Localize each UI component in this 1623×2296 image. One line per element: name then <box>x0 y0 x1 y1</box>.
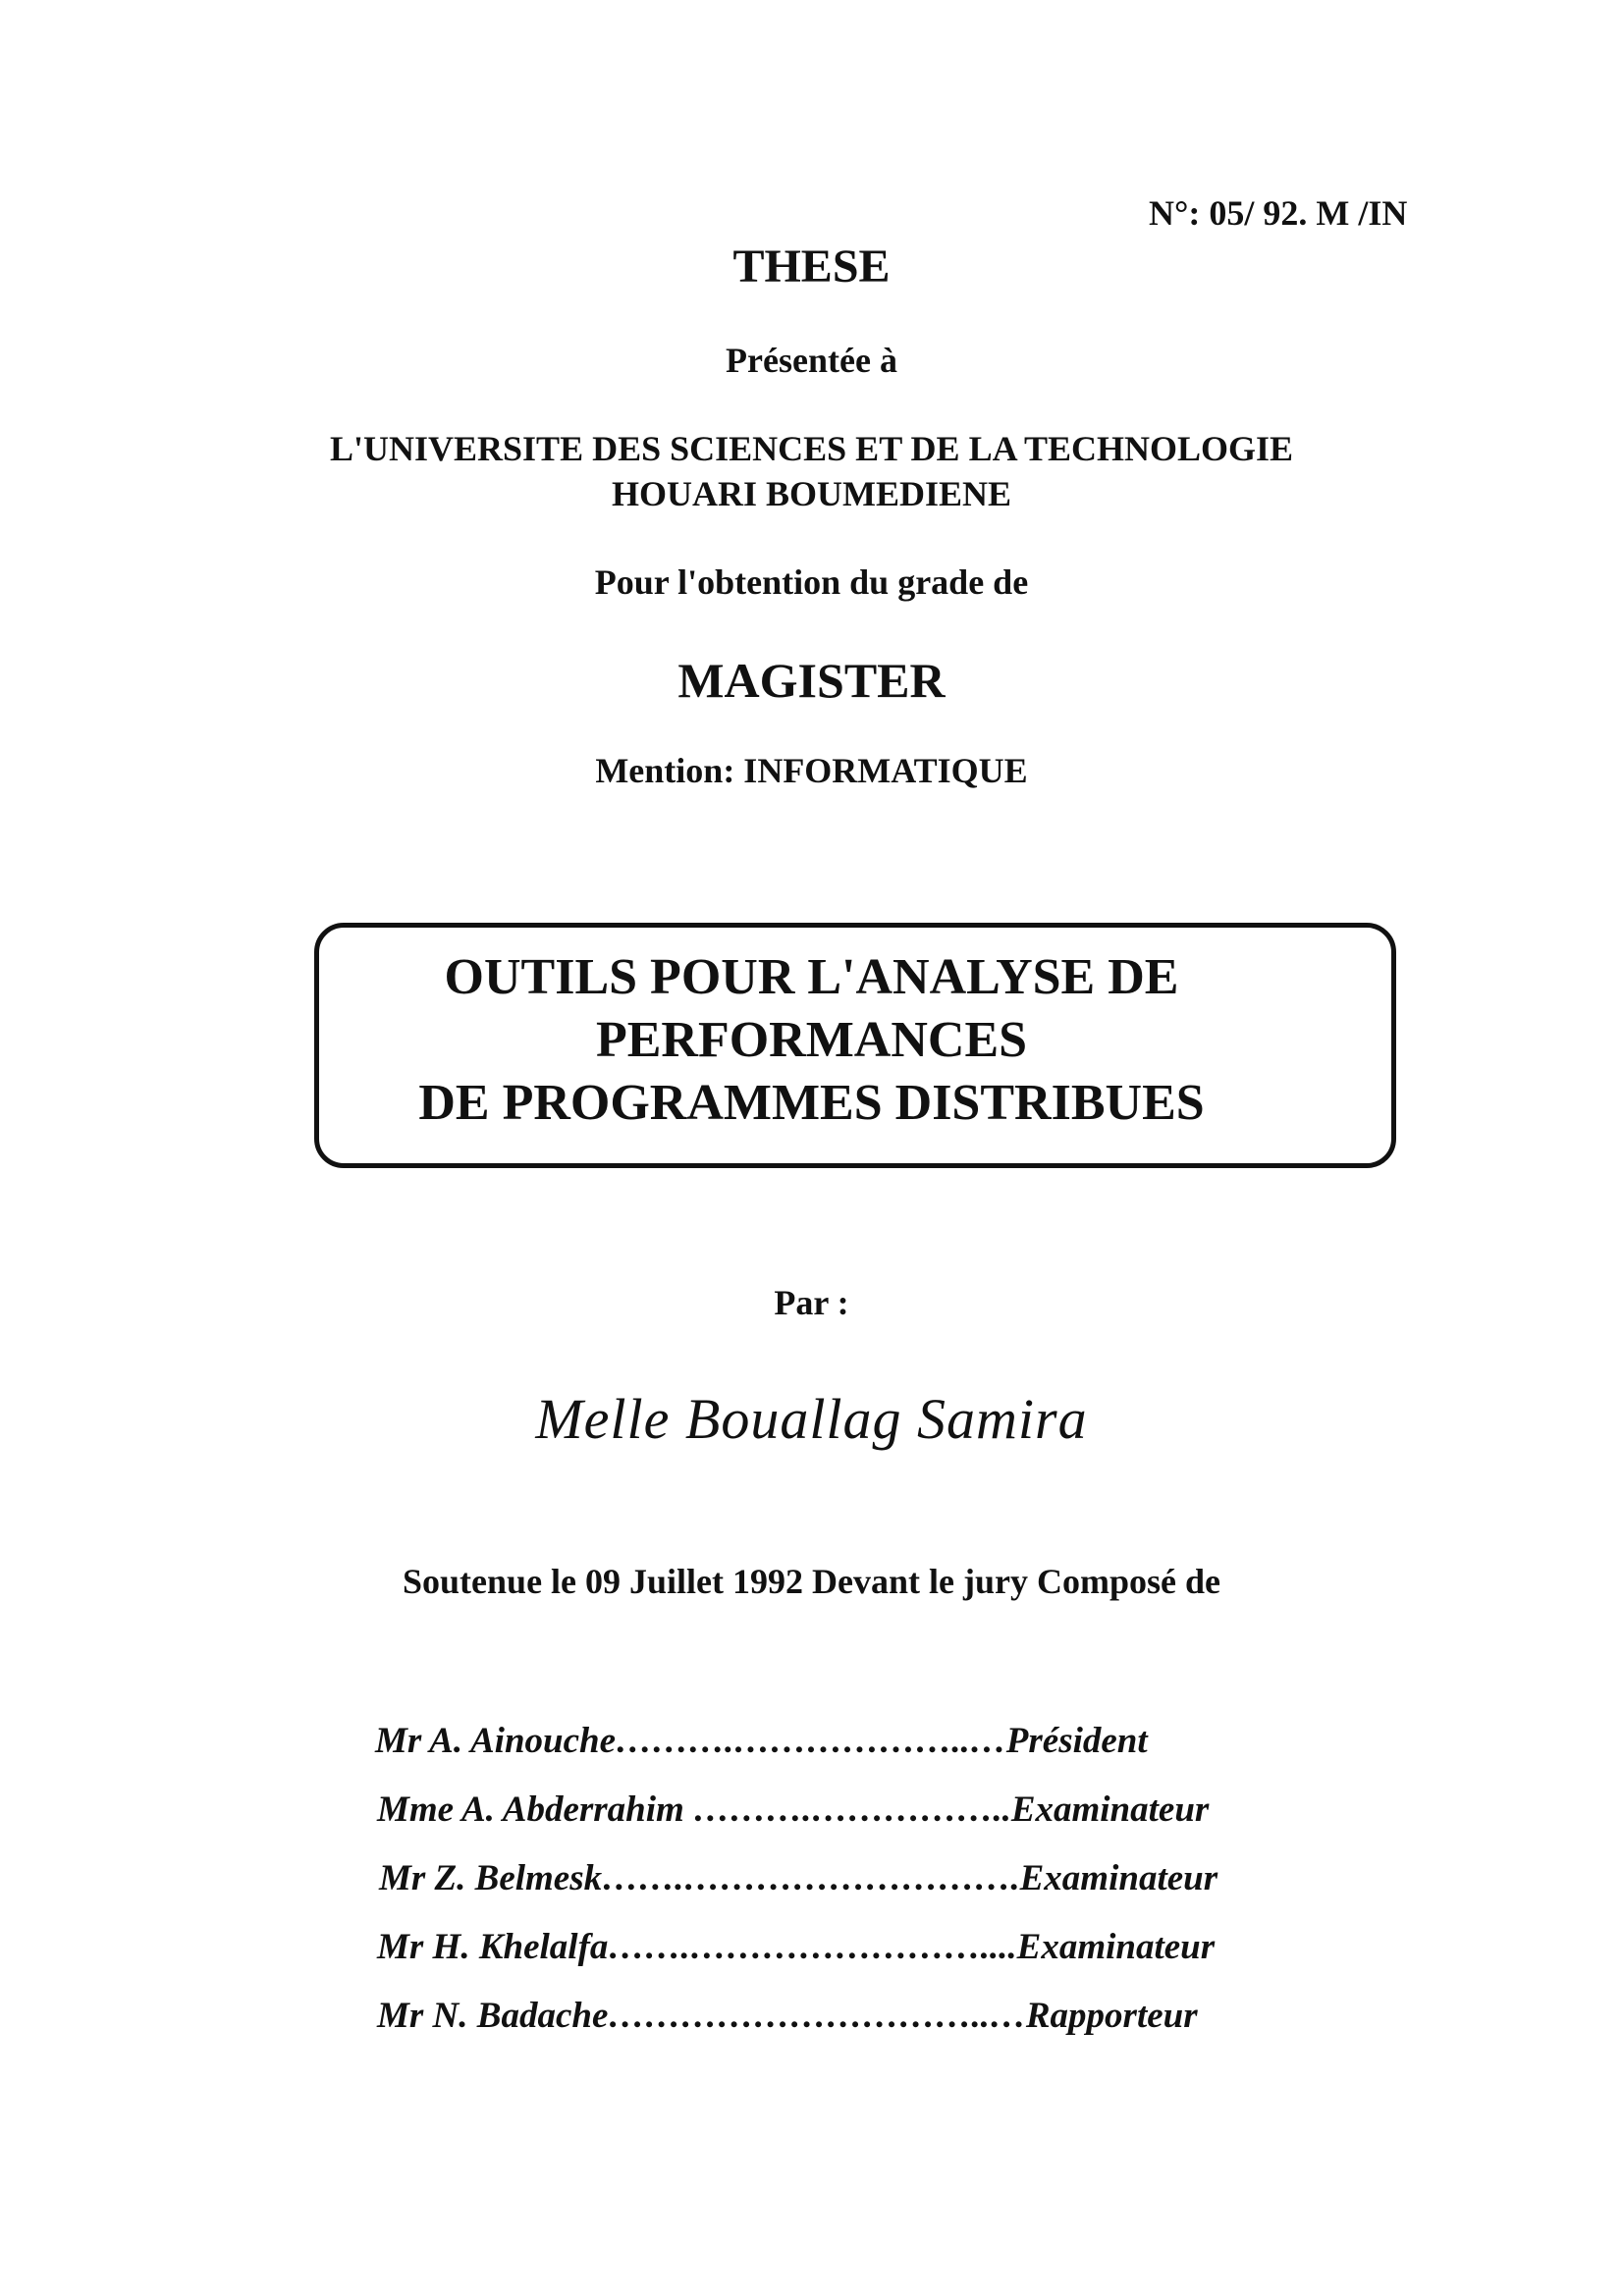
university-name-line-1: L'UNIVERSITE DES SCIENCES ET DE LA TECHNOLOGIE <box>330 429 1293 468</box>
jury-member-examiner-3: Mr H. Khelalfa…….……………………....Examinateur <box>377 1927 1216 1967</box>
thesis-title-line-1: OUTILS POUR L'ANALYSE DE <box>444 949 1179 1005</box>
jury-member-rapporteur: Mr N. Badache…………………………..…Rapporteur <box>377 1996 1198 2036</box>
reference-number: N°: 05/ 92. M /IN <box>1149 193 1408 233</box>
jury-member-examiner-1: Mme A. Abderrahim ……….……………..Examinateur <box>377 1789 1210 1830</box>
by-label: Par : <box>774 1283 849 1322</box>
thesis-title-line-3: DE PROGRAMMES DISTRIBUES <box>418 1075 1205 1131</box>
jury-member-president: Mr A. Ainouche……….………………..…Président <box>375 1721 1148 1761</box>
presented-to-label: Présentée à <box>726 341 897 380</box>
university-name-line-2: HOUARI BOUMEDIENE <box>611 474 1012 513</box>
author-name: Melle Bouallag Samira <box>535 1387 1088 1451</box>
degree-intro: Pour l'obtention du grade de <box>594 562 1029 602</box>
defense-statement: Soutenue le 09 Juillet 1992 Devant le jury Composé de <box>403 1562 1220 1601</box>
degree-mention: Mention: INFORMATIQUE <box>595 751 1028 790</box>
degree-title: MAGISTER <box>677 653 946 708</box>
thesis-title-line-2: PERFORMANCES <box>595 1012 1028 1068</box>
jury-member-examiner-2: Mr Z. Belmesk…….……………………….Examinateur <box>379 1858 1218 1898</box>
document-type: THESE <box>732 240 891 293</box>
